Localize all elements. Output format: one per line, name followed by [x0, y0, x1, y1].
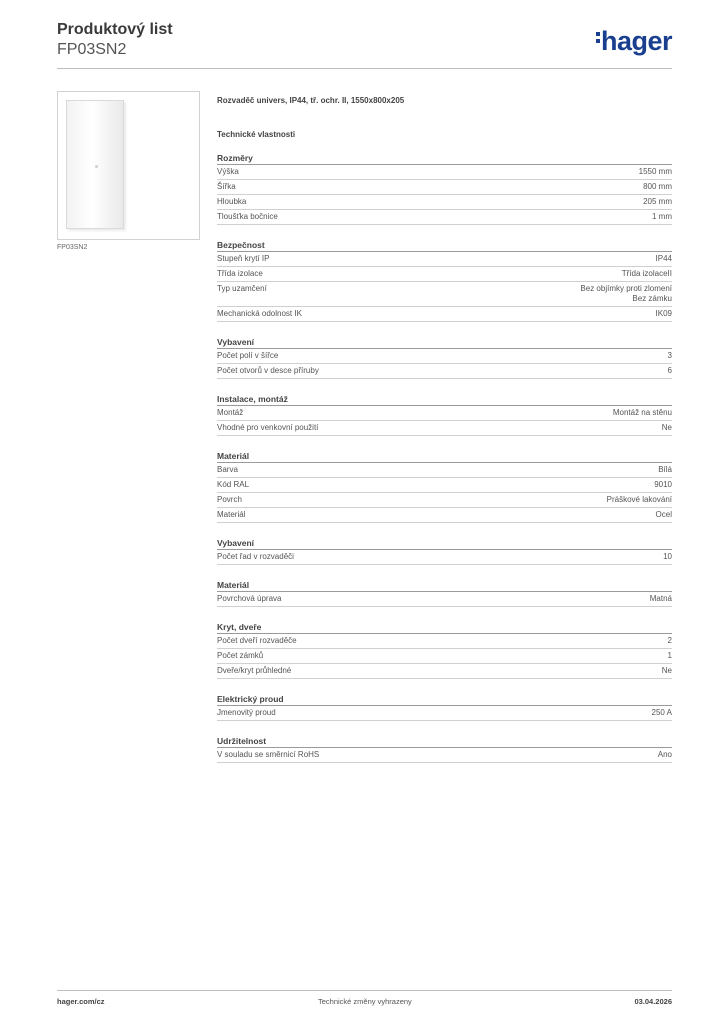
spec-label: Počet řad v rozvaděči	[217, 552, 294, 561]
spec-value	[662, 666, 672, 676]
spec-row	[217, 592, 672, 607]
spec-value-line: 250 A	[651, 708, 672, 717]
spec-label: Počet zámků	[217, 651, 264, 660]
cabinet-image	[66, 100, 124, 229]
spec-value	[656, 510, 672, 520]
section-title: Instalace, montáž	[217, 393, 672, 406]
spec-value	[654, 480, 672, 490]
section-title: Vybavení	[217, 537, 672, 550]
product-image-frame	[57, 91, 200, 240]
spec-value-line: 9010	[654, 480, 672, 489]
footer-date: 03.04.2026	[634, 997, 672, 1006]
spec-value-line: Bílá	[658, 465, 672, 474]
spec-row	[217, 706, 672, 721]
spec-label: Šířka	[217, 182, 236, 191]
header	[57, 20, 173, 60]
spec-section	[217, 621, 672, 679]
spec-sections	[217, 152, 672, 763]
main-content	[217, 95, 672, 763]
section-title: Bezpečnost	[217, 239, 672, 252]
spec-label: V souladu se směrnicí RoHS	[217, 750, 320, 759]
hager-logo	[596, 26, 672, 57]
spec-section	[217, 450, 672, 523]
footer-note: Technické změny vyhrazeny	[318, 997, 412, 1006]
spec-value	[656, 254, 672, 264]
spec-label: Počet dveří rozvaděče	[217, 636, 297, 645]
spec-value	[643, 182, 672, 192]
spec-value-line: 6	[667, 366, 672, 375]
spec-label: Barva	[217, 465, 238, 474]
spec-value-line: IK09	[655, 309, 672, 318]
spec-label: Vhodné pro venkovní použití	[217, 423, 319, 432]
footer-website: hager.com/cz	[57, 997, 105, 1006]
spec-value	[652, 212, 672, 222]
spec-value-line: Matná	[649, 594, 672, 603]
spec-value-line: Třída izolaceII	[621, 269, 672, 278]
spec-value-line: Ano	[657, 750, 672, 759]
spec-row	[217, 252, 672, 267]
spec-label: Výška	[217, 167, 239, 176]
lock-icon	[95, 165, 98, 168]
spec-value	[668, 366, 672, 376]
spec-row	[217, 664, 672, 679]
spec-value-line: IP44	[655, 254, 672, 263]
spec-row	[217, 267, 672, 282]
spec-value	[658, 750, 672, 760]
spec-value-line: Ne	[661, 423, 672, 432]
spec-label: Tloušťka bočnice	[217, 212, 278, 221]
spec-value	[668, 651, 672, 661]
spec-value-line: Práškové lakování	[606, 495, 672, 504]
spec-section	[217, 239, 672, 322]
footer-divider	[57, 990, 672, 991]
spec-row	[217, 550, 672, 565]
product-name: Rozvaděč univers, IP44, tř. ochr. II, 1550x800x205	[217, 96, 405, 105]
spec-label: Kód RAL	[217, 480, 250, 489]
spec-value	[662, 423, 672, 433]
spec-value-line: 1	[667, 651, 672, 660]
section-title: Materiál	[217, 579, 672, 592]
spec-row	[217, 463, 672, 478]
spec-label: Třída izolace	[217, 269, 263, 278]
spec-row	[217, 649, 672, 664]
spec-value	[650, 594, 672, 604]
section-title: Udržitelnost	[217, 735, 672, 748]
spec-value-line: 205 mm	[643, 197, 672, 206]
spec-label: Mechanická odolnost IK	[217, 309, 302, 318]
spec-value-line: Ocel	[655, 510, 672, 519]
spec-value-line: 3	[667, 351, 672, 360]
header-divider	[57, 68, 672, 69]
spec-label: Montáž	[217, 408, 244, 417]
spec-value	[668, 636, 672, 646]
spec-label: Hloubka	[217, 197, 247, 206]
spec-value	[580, 284, 672, 304]
spec-row	[217, 307, 672, 322]
spec-value-line: Ne	[661, 666, 672, 675]
spec-row	[217, 634, 672, 649]
logo-text: hager	[600, 26, 672, 56]
spec-value	[658, 465, 672, 475]
spec-value-line: Bez objímky proti zlomení	[580, 284, 672, 293]
spec-label: Počet otvorů v desce příruby	[217, 366, 319, 375]
spec-value	[668, 351, 672, 361]
spec-section	[217, 152, 672, 225]
spec-value	[643, 197, 672, 207]
spec-value-line: 10	[663, 552, 672, 561]
spec-row	[217, 165, 672, 180]
spec-value-line: Bez zámku	[632, 294, 672, 303]
spec-value-line: 1 mm	[652, 212, 672, 221]
spec-section	[217, 393, 672, 436]
spec-section	[217, 336, 672, 379]
spec-section	[217, 735, 672, 763]
spec-row	[217, 748, 672, 763]
spec-row	[217, 210, 672, 225]
spec-value	[656, 309, 672, 319]
spec-value	[613, 408, 672, 418]
section-title: Kryt, dveře	[217, 621, 672, 634]
spec-label: Povrch	[217, 495, 242, 504]
spec-value	[607, 495, 672, 505]
section-title: Vybavení	[217, 336, 672, 349]
spec-label: Stupeň krytí IP	[217, 254, 270, 263]
spec-row	[217, 508, 672, 523]
spec-row	[217, 478, 672, 493]
section-title: Materiál	[217, 450, 672, 463]
spec-row	[217, 421, 672, 436]
spec-label: Typ uzamčení	[217, 284, 267, 293]
spec-label: Povrchová úprava	[217, 594, 282, 603]
spec-row	[217, 180, 672, 195]
section-title: Rozměry	[217, 152, 672, 165]
spec-row	[217, 282, 672, 307]
spec-section	[217, 579, 672, 607]
spec-value	[652, 708, 672, 718]
product-code: FP03SN2	[57, 41, 127, 58]
spec-value-line: Montáž na stěnu	[612, 408, 672, 417]
image-caption: FP03SN2	[57, 244, 88, 251]
spec-row	[217, 493, 672, 508]
logo-colon-icon	[596, 26, 600, 46]
section-title: Elektrický proud	[217, 693, 672, 706]
spec-value	[639, 167, 672, 177]
document-title: Produktový list	[57, 21, 173, 38]
spec-row	[217, 406, 672, 421]
spec-section	[217, 693, 672, 721]
spec-label: Dveře/kryt průhledné	[217, 666, 292, 675]
spec-value-line: 1550 mm	[638, 167, 672, 176]
spec-row	[217, 364, 672, 379]
spec-row	[217, 349, 672, 364]
spec-row	[217, 195, 672, 210]
spec-section	[217, 537, 672, 565]
spec-value	[663, 552, 672, 562]
spec-label: Jmenovitý proud	[217, 708, 276, 717]
spec-value-line: 800 mm	[643, 182, 672, 191]
spec-label: Počet polí v šířce	[217, 351, 279, 360]
spec-value	[622, 269, 672, 279]
spec-label: Materiál	[217, 510, 246, 519]
spec-value-line: 2	[667, 636, 672, 645]
technical-properties-title: Technické vlastnosti	[217, 130, 296, 139]
